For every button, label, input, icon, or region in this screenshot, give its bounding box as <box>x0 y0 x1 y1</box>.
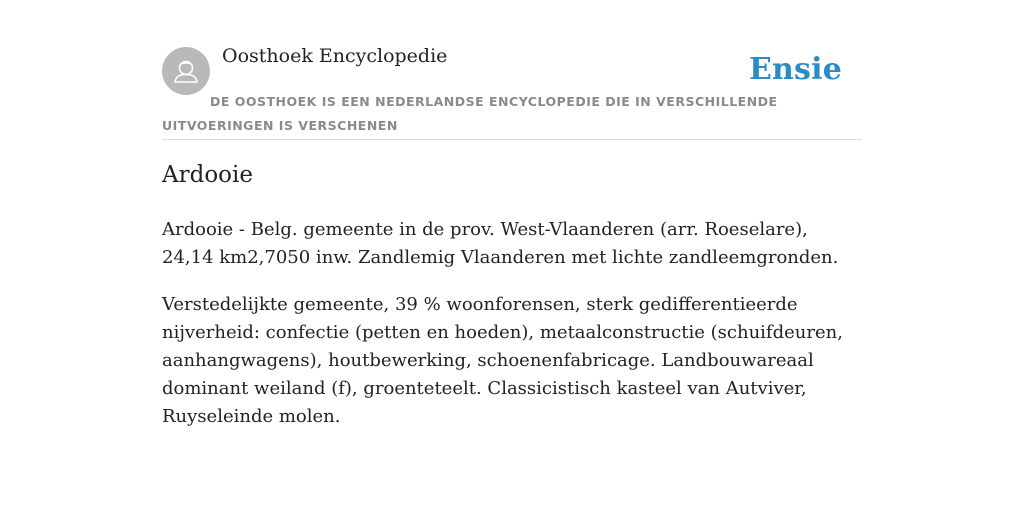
header-divider <box>162 139 862 140</box>
entry-paragraph: Verstedelijkte gemeente, 39 % woonforensen, sterk gedifferentieerde nijverheid: confectie (petten en hoeden), metaalconstructie (schuifdeuren, aanhangwagens), houtbewerking, schoenenfabricage. Landbouwareaal dominant weiland (f), groenteteelt. Classicistisch kasteel van Autviver, Ruyseleinde molen. <box>162 294 843 427</box>
ensie-logo[interactable]: Ensie <box>748 52 842 87</box>
entry-body <box>162 216 862 450</box>
entry-paragraph: Ardooie - Belg. gemeente in de prov. West-Vlaanderen (arr. Roeselare), 24,14 km2,7050 inw. Zandlemig Vlaanderen met lichte zandleemgronden. <box>162 219 839 268</box>
source-tagline: DE OOSTHOEK IS EEN NEDERLANDSE ENCYCLOPEDIE DIE IN VERSCHILLENDE UITVOERINGEN IS VERSCHENEN <box>162 94 778 133</box>
entry-title: Ardooie <box>162 162 253 188</box>
user-silhouette-icon[interactable] <box>162 47 210 95</box>
source-name-link[interactable]: Oosthoek Encyclopedie <box>222 45 448 67</box>
